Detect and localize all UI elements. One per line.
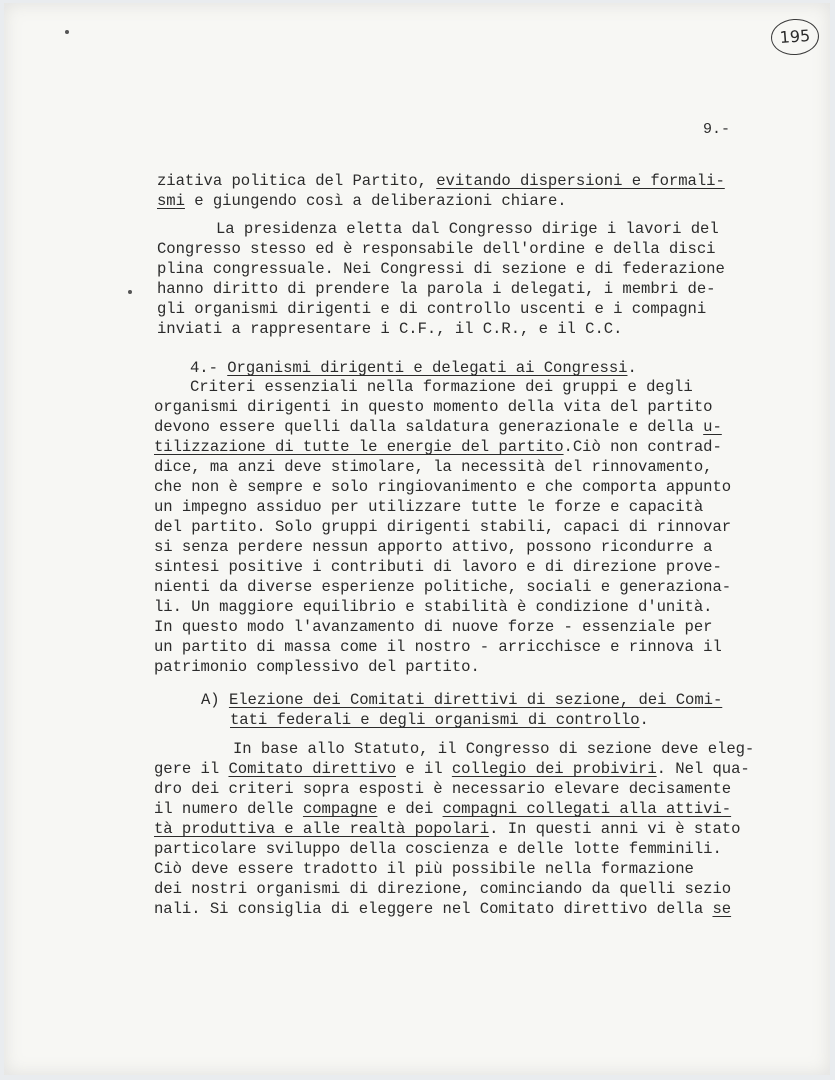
underlined-phrase: evitando dispersioni e formali- [436,172,725,190]
text-line: nienti da diverse esperienze politiche, sociali e generaziona- [154,578,732,596]
text-line: ziativa politica del Partito, evitando dispersioni e formali- [157,172,725,190]
underlined-phrase: collegio dei probiviri [451,760,657,778]
text-line: del partito. Solo gruppi dirigenti stabili, capaci di rinnovar [154,518,732,536]
text-line: che non è sempre e solo ringiovanimento e che comporta appunto [154,478,732,496]
underlined-phrase: Comitato direttivo [228,760,397,778]
underlined-phrase: compagne [302,800,378,818]
underlined-phrase: tà produttiva e alle realtà popolari [154,820,490,838]
text-line: Criteri essenziali nella formazione dei gruppi e degli [190,378,693,396]
text-line: hanno diritto di prendere la parola i delegati, i membri de- [157,280,716,298]
text-line: si senza perdere nessun apporto attivo, possono ricondurre a [154,538,713,556]
underlined-phrase: se [712,900,732,918]
text-line: devono essere quelli dalla saldatura generazionale e della u- [154,418,722,436]
text-line: un partito di massa come il nostro - arricchisce e rinnova il [154,638,722,656]
text-line: li. Un maggiore equilibrio e stabilità è condizione d'unità. [154,598,713,616]
text-line: dei nostri organismi di direzione, cominciando da quelli sezio [154,880,732,898]
text-line: In base allo Statuto, il Congresso di sezione deve eleg- [233,740,755,758]
page-number: 9.- [703,121,731,138]
subsection-heading: A) Elezione dei Comitati direttivi di sezione, dei Comi- [201,691,723,709]
text-line: nali. Si consiglia di eleggere nel Comitato direttivo della se [154,900,732,918]
text-line: gere il Comitato direttivo e il collegio dei probiviri. Nel qua- [154,760,750,778]
text-line: inviati a rappresentare i C.F., il C.R., e il C.C. [157,320,623,338]
underlined-phrase: compagni collegati alla attivi- [442,800,732,818]
text-line: sintesi positive i contributi di lavoro e di direzione prove- [154,558,722,576]
text-line: patrimonio complessivo del partito. [154,658,480,676]
text-line: Congresso stesso ed è responsabile dell'ordine e della disci [157,240,716,258]
text-line: dro dei criteri sopra esposti è necessario elevare decisamente [154,780,732,798]
margin-bullet [128,290,132,294]
underlined-phrase: smi [157,192,185,210]
text-line: plina congressuale. Nei Congressi di sezione e di federazione [157,260,725,278]
text-line: il numero delle compagne e dei compagni collegati alla attivi- [154,800,732,818]
text-line: dice, ma anzi deve stimolare, la necessità del rinnovamento, [154,458,713,476]
text-line: tà produttiva e alle realtà popolari. In questi anni vi è stato [154,820,741,838]
text-line: un impegno assiduo per utilizzare tutte le forze e capacità [154,498,704,516]
text-line: gli organismi dirigenti e di controllo uscenti e i compagni [157,300,707,318]
subsection-title: Elezione dei Comitati direttivi di sezione, dei Comi- [228,691,723,709]
text-line: In questo modo l'avanzamento di nuove forze - essenziale per [154,618,713,636]
section-heading: 4.- Organismi dirigenti e delegati ai Congressi. [190,359,637,377]
subsection-title: tati federali e degli organismi di controllo [230,711,640,729]
text-line: smi e giungendo così a deliberazioni chiare. [157,192,567,210]
underlined-phrase: tilizzazione di tutte le energie del partito [154,438,564,456]
underlined-phrase: u- [703,418,722,436]
text-line: La presidenza eletta dal Congresso dirige i lavori del [216,220,719,238]
page-stamp: 195 [770,17,820,56]
section-title: Organismi dirigenti e delegati ai Congressi [227,359,628,377]
scan-speck [65,30,69,34]
document-page [4,3,830,1075]
text-line: Ciò deve essere tradotto il più possibile nella formazione [154,860,694,878]
text-line: organismi dirigenti in questo momento della vita del partito [154,398,713,416]
text-line: tilizzazione di tutte le energie del partito.Ciò non contrad- [154,438,722,456]
subsection-heading: tati federali e degli organismi di controllo. [230,711,649,729]
text-line: particolare sviluppo della coscienza e delle lotte femminili. [154,840,722,858]
